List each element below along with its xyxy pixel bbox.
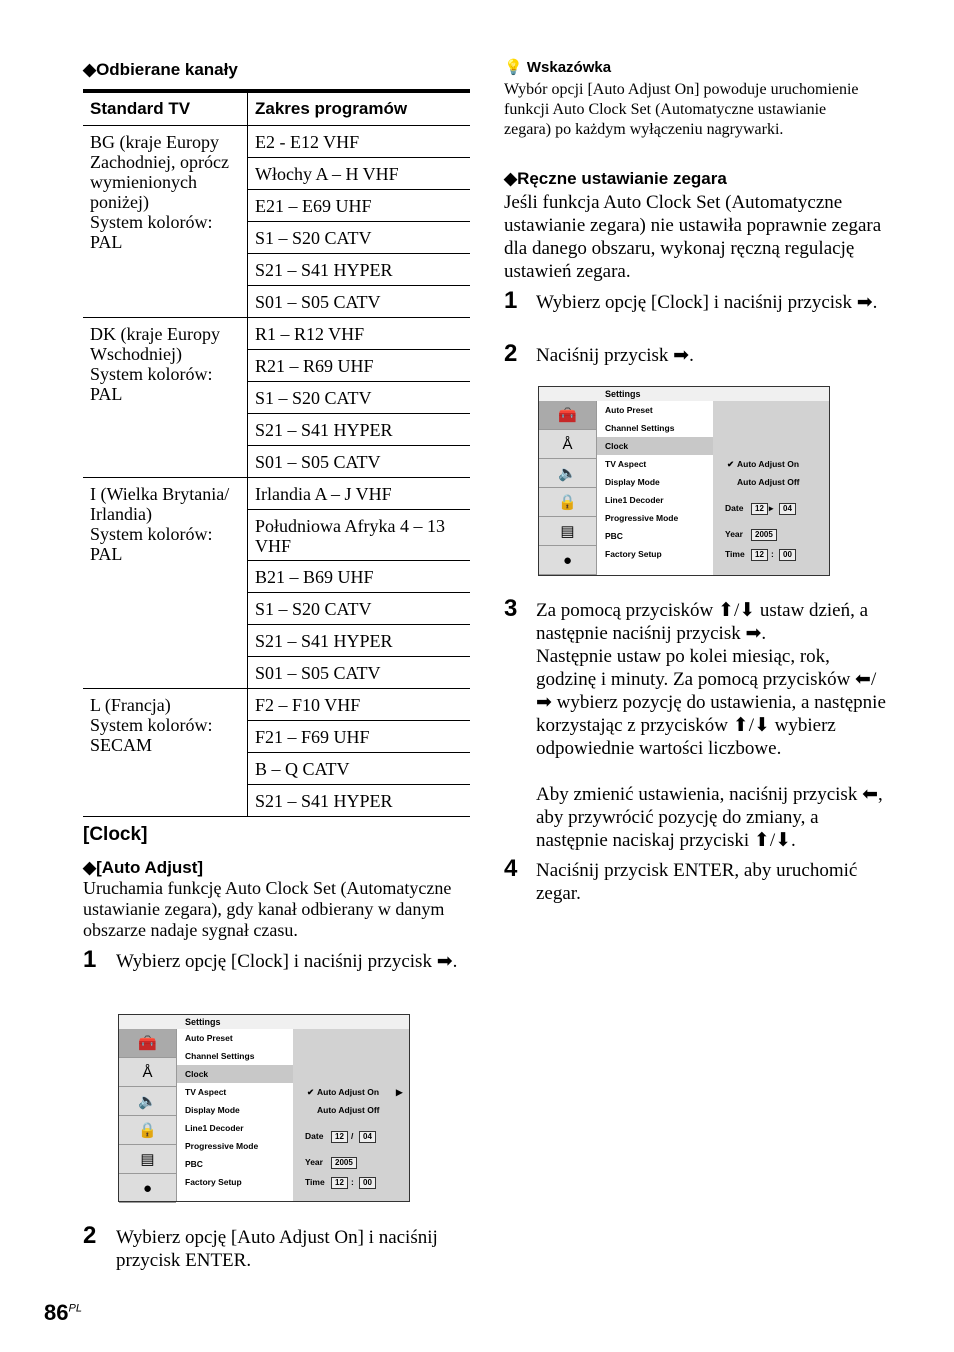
date-label: Date	[305, 1131, 324, 1141]
lock-icon: 🔒	[539, 488, 596, 517]
tip-heading: Wskazówka	[526, 59, 612, 76]
menu-item[interactable]: Factory Setup	[185, 1177, 242, 1187]
speaker-icon: 🔈	[119, 1087, 176, 1116]
menu-item[interactable]: Progressive Mode	[605, 513, 679, 523]
option-auto-adjust-on[interactable]: Auto Adjust On	[317, 1087, 380, 1097]
standard-cell: I (Wielka Brytania/ Irlandia) System kolorów: PAL	[83, 478, 248, 689]
table-header-standard: Standard TV	[83, 91, 248, 126]
year-value[interactable]: 2005	[751, 529, 777, 541]
menu-item[interactable]: PBC	[605, 531, 623, 541]
range-cell: S01 – S05 CATV	[248, 286, 471, 318]
time-hour[interactable]: 12	[751, 549, 768, 561]
auto-adjust-heading: ◆[Auto Adjust]	[83, 858, 204, 877]
range-cell: S1 – S20 CATV	[248, 593, 471, 625]
range-cell: F21 – F69 UHF	[248, 721, 471, 753]
range-cell: S1 – S20 CATV	[248, 222, 471, 254]
range-cell: S01 – S05 CATV	[248, 657, 471, 689]
speaker-icon: 🔈	[539, 459, 596, 488]
menu-item[interactable]: Display Mode	[185, 1105, 240, 1115]
page-locale: PL	[68, 1302, 82, 1315]
standard-cell: DK (kraje Europy Wschodniej) System kolorów: PAL	[83, 318, 248, 478]
right-step-number: 4	[504, 855, 518, 882]
settings-menu	[177, 1029, 293, 1201]
lock-icon: 🔒	[119, 1116, 176, 1145]
standard-cell: BG (kraje Europy Zachodniej, oprócz wymienionych poniżej) System kolorów: PAL	[83, 126, 248, 318]
menu-item[interactable]: PBC	[185, 1159, 203, 1169]
option-auto-adjust-off[interactable]: Auto Adjust Off	[317, 1105, 380, 1115]
left-step-text: Wybierz opcję [Auto Adjust On] i naciśnij przycisk ENTER.	[116, 1227, 438, 1271]
range-cell: S1 – S20 CATV	[248, 382, 471, 414]
settings-screen-1	[118, 1014, 410, 1202]
time-minute[interactable]: 00	[359, 1177, 376, 1189]
range-cell: Południowa Afryka 4 – 13 VHF	[248, 510, 471, 561]
date-day[interactable]: 12	[331, 1131, 348, 1143]
table-row	[83, 318, 470, 350]
table-row	[83, 478, 470, 510]
option-auto-adjust-on[interactable]: Auto Adjust On	[737, 459, 800, 469]
category-icons	[119, 1029, 177, 1201]
menu-item[interactable]: Auto Preset	[605, 405, 653, 415]
range-cell: S21 – S41 HYPER	[248, 625, 471, 657]
clock-panel	[293, 1029, 409, 1201]
time-separator: :	[351, 1177, 354, 1187]
time-label: Time	[305, 1177, 325, 1187]
menu-item[interactable]: TV Aspect	[605, 459, 647, 469]
settings-menu	[597, 401, 713, 575]
range-cell: B21 – B69 UHF	[248, 561, 471, 593]
time-hour[interactable]: 12	[331, 1177, 348, 1189]
auto-adjust-text: Uruchamia funkcję Auto Clock Set (Automatyczne ustawianie zegara), gdy kanał odbierany w danym obszarze nadaje sygnał czasu.	[83, 878, 452, 940]
menu-item[interactable]: Clock	[177, 1065, 293, 1083]
right-step-text: Naciśnij przycisk ➡.	[536, 345, 694, 366]
left-step-number: 1	[83, 946, 97, 973]
date-day[interactable]: 12	[751, 503, 768, 515]
chevron-right-icon: ▶	[396, 1087, 403, 1097]
option-auto-adjust-off[interactable]: Auto Adjust Off	[737, 477, 800, 487]
range-cell: R1 – R12 VHF	[248, 318, 471, 350]
tip-heading-row	[504, 58, 611, 76]
screen-title: Settings	[119, 1015, 409, 1030]
range-cell: F2 – F10 VHF	[248, 689, 471, 721]
menu-item[interactable]: TV Aspect	[185, 1087, 227, 1097]
manual-text: Jeśli funkcja Auto Clock Set (Automatyczne ustawianie zegara) nie ustawiła poprawnie zegara dla danego obszaru, wykonaj ręczną regulację ustawień zegara.	[504, 192, 882, 282]
range-cell: E2 - E12 VHF	[248, 126, 471, 158]
clock-panel	[713, 401, 829, 575]
menu-item[interactable]: Channel Settings	[185, 1051, 255, 1061]
year-label: Year	[725, 529, 743, 539]
lightbulb-icon: 💡	[504, 59, 523, 76]
category-icons	[539, 401, 597, 575]
right-step-number: 3	[504, 595, 518, 622]
year-label: Year	[305, 1157, 323, 1167]
channel-table	[83, 89, 470, 817]
range-cell: R21 – R69 UHF	[248, 350, 471, 382]
table-heading: ◆Odbierane kanały	[83, 60, 238, 79]
left-step-text: Wybierz opcję [Clock] i naciśnij przycisk ➡.	[116, 951, 458, 972]
range-cell: S21 – S41 HYPER	[248, 414, 471, 446]
menu-item[interactable]: Display Mode	[605, 477, 660, 487]
range-cell: B – Q CATV	[248, 753, 471, 785]
chevron-right-icon: ▸	[769, 503, 774, 513]
disc-icon: ●	[539, 546, 596, 575]
date-month[interactable]: 04	[359, 1131, 376, 1143]
right-step-number: 1	[504, 287, 518, 314]
setup-icon: 🧰	[119, 1029, 176, 1058]
menu-item[interactable]: Progressive Mode	[185, 1141, 259, 1151]
film-icon: ▤	[539, 517, 596, 546]
right-step-text: Naciśnij przycisk ENTER, aby uruchomić zegar.	[536, 860, 858, 904]
range-cell: Włochy A – H VHF	[248, 158, 471, 190]
language-icon: Å	[119, 1058, 176, 1087]
range-cell: E21 – E69 UHF	[248, 190, 471, 222]
tip-text: Wybór opcji [Auto Adjust On] powoduje uruchomienie funkcji Auto Clock Set (Automatyczne ustawianie zegara) po każdym wyłączeniu nagrywarki.	[504, 81, 859, 138]
menu-item[interactable]: Channel Settings	[605, 423, 675, 433]
range-cell: S21 – S41 HYPER	[248, 254, 471, 286]
date-month[interactable]: 04	[779, 503, 796, 515]
page-number-value: 86	[44, 1300, 69, 1325]
menu-item[interactable]: Line1 Decoder	[605, 495, 664, 505]
right-step-text: Za pomocą przycisków ⬆/⬇ ustaw dzień, a następnie naciśnij przycisk ➡. Następnie ustaw po kolei miesiąc, rok, godzinę i minuty. Za pomocą przycisków ⬅/➡ wybierz pozycję do ustawienia, a następnie korzystając z przycisków ⬆/⬇ wybierz odpowiednie wartości liczbowe. Aby zmienić ustawienia, naciśnij przycisk ⬅, aby przywrócić pozycję do zmiany, a następnie naciskaj przyciski ⬆/⬇.	[536, 600, 886, 851]
standard-cell: L (Francja) System kolorów: SECAM	[83, 689, 248, 817]
disc-icon: ●	[119, 1174, 176, 1203]
date-separator: /	[351, 1131, 354, 1141]
right-step-number: 2	[504, 340, 518, 367]
left-step-number: 2	[83, 1222, 97, 1249]
check-icon: ✔	[307, 1087, 315, 1097]
table-row	[83, 689, 470, 721]
page-number	[44, 1300, 82, 1326]
date-label: Date	[725, 503, 744, 513]
menu-item[interactable]: Factory Setup	[605, 549, 662, 559]
manual-heading: ◆Ręczne ustawianie zegara	[504, 169, 727, 188]
range-cell: Irlandia A – J VHF	[248, 478, 471, 510]
menu-item[interactable]: Auto Preset	[185, 1033, 233, 1043]
right-step-text: Wybierz opcję [Clock] i naciśnij przycisk ➡.	[536, 292, 878, 313]
settings-screen-2	[538, 386, 830, 576]
range-cell: S21 – S41 HYPER	[248, 785, 471, 817]
menu-item[interactable]: Line1 Decoder	[185, 1123, 244, 1133]
menu-item[interactable]: Clock	[597, 437, 713, 455]
film-icon: ▤	[119, 1145, 176, 1174]
table-header-range: Zakres programów	[248, 91, 471, 126]
screen-title: Settings	[539, 387, 829, 402]
year-value[interactable]: 2005	[331, 1157, 357, 1169]
language-icon: Å	[539, 430, 596, 459]
clock-heading: [Clock]	[83, 824, 148, 845]
range-cell: S01 – S05 CATV	[248, 446, 471, 478]
time-minute[interactable]: 00	[779, 549, 796, 561]
time-separator: :	[771, 549, 774, 559]
time-label: Time	[725, 549, 745, 559]
table-row	[83, 126, 470, 158]
check-icon: ✔	[727, 459, 735, 469]
setup-icon: 🧰	[539, 401, 596, 430]
